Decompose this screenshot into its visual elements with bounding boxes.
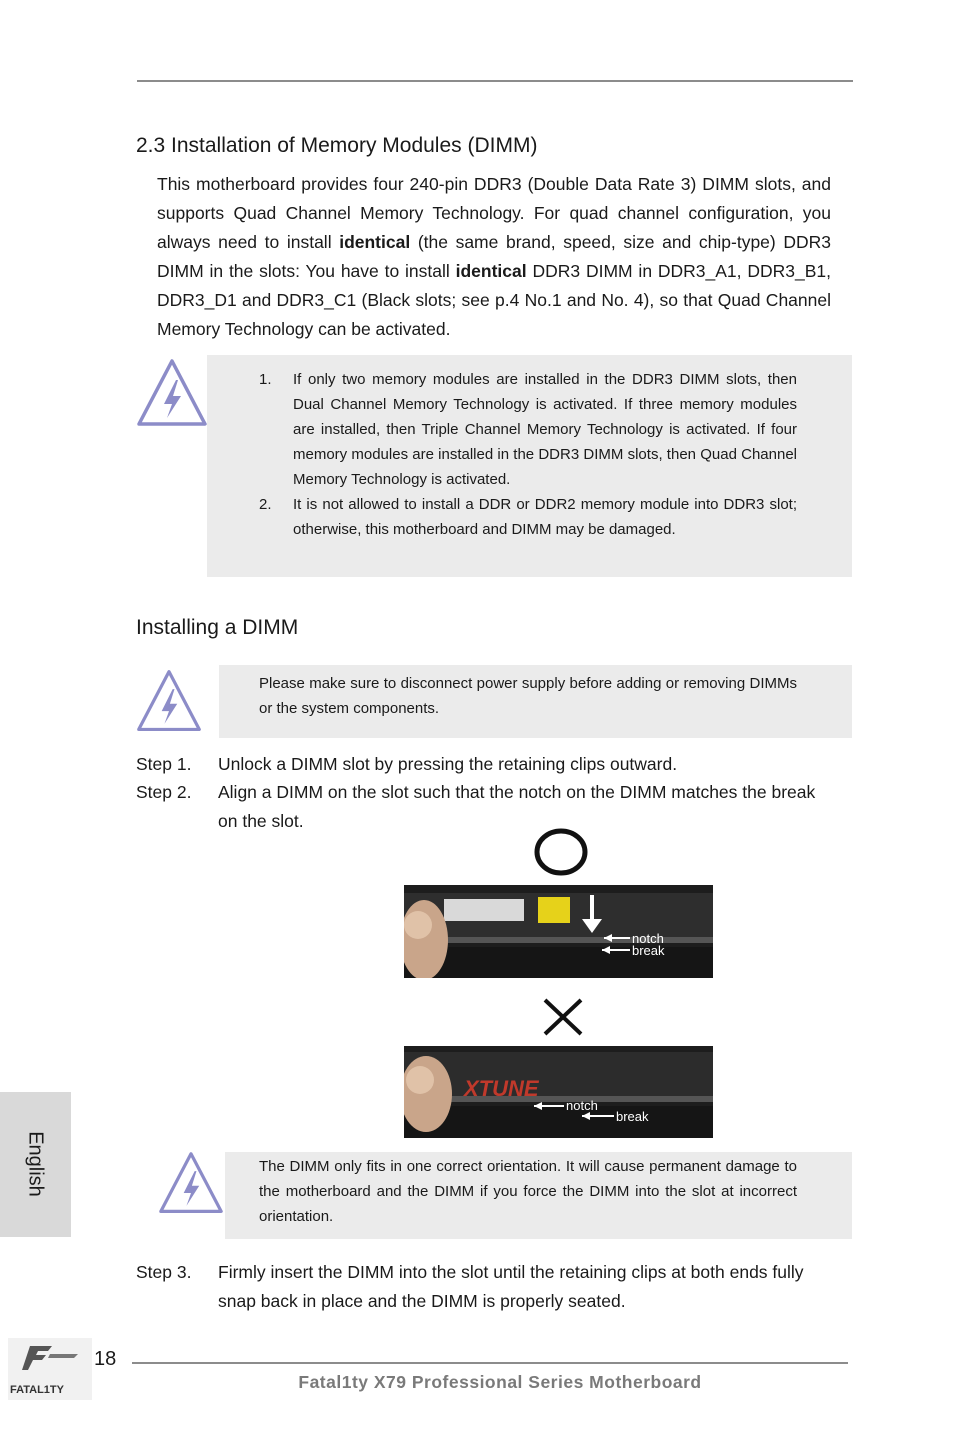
dimm-wrong-image	[404, 1046, 713, 1138]
step-label: Step 2.	[136, 782, 192, 802]
list-item	[259, 492, 797, 542]
note-list	[259, 367, 797, 542]
step-text: Firmly insert the DIMM into the slot until the retaining clips at both ends fully snap back in place and the DIMM is properly seated.	[218, 1262, 804, 1311]
logo-wordmark: FATAL1TY	[10, 1384, 64, 1396]
dimm-correct-image	[404, 885, 713, 978]
note-box-orientation	[225, 1152, 852, 1239]
list-number: 1.	[259, 371, 272, 388]
break-label: break	[632, 943, 665, 958]
note-orientation-text: The DIMM only fits in one correct orientation. It will cause permanent damage to the motherboard and the DIMM if you force the DIMM into the slot at incorrect orientation.	[259, 1158, 797, 1225]
intro-text-1: This motherboard provides four 240-pin DDR3 (Double Data Rate 3) DIMM slots, and supports Quad Channel Memory Technology. For quad channel configuration, you always need to install	[157, 174, 831, 252]
page-number: 18	[94, 1348, 117, 1370]
notch-label: notch	[632, 931, 664, 946]
list-item	[259, 367, 797, 492]
warning-icon	[136, 358, 208, 428]
notch-label: notch	[566, 1098, 598, 1113]
note-box-power	[219, 665, 852, 738]
step-2	[136, 778, 836, 836]
note-box-memory-channels	[207, 355, 852, 577]
warning-icon	[158, 1151, 224, 1215]
footer-rule	[132, 1362, 848, 1364]
section-title: 2.3 Installation of Memory Modules (DIMM)	[136, 134, 538, 157]
list-text: It is not allowed to install a DDR or DDR2 memory module into DDR3 slot; otherwise, this motherboard and DIMM may be damaged.	[293, 496, 797, 538]
dimm-photo-correct	[404, 885, 713, 978]
intro-bold-2: identical	[455, 261, 527, 281]
wrong-x-icon	[541, 996, 585, 1038]
step-1	[136, 750, 836, 779]
break-label: break	[616, 1109, 649, 1124]
fatal1ty-logo-icon	[8, 1338, 92, 1400]
step-text: Align a DIMM on the slot such that the notch on the DIMM matches the break on the slot.	[218, 782, 816, 831]
intro-bold-1: identical	[339, 232, 411, 252]
step-label: Step 1.	[136, 754, 192, 774]
intro-paragraph	[157, 170, 831, 344]
list-text: If only two memory modules are installed in the DDR3 DIMM slots, then Dual Channel Memory Technology is activated. If three memory modules are installed, then Triple Channel Memory Technology is activated. If four memory modules are installed in the DDR3 DIMM slots, then Quad Channel Memory Technology is activated.	[293, 371, 797, 488]
warning-icon	[136, 668, 202, 734]
footer-title: Fatal1ty X79 Professional Series Motherboard	[298, 1372, 702, 1392]
brand-label: XTUNE	[464, 1076, 539, 1101]
step-3	[136, 1258, 836, 1316]
correct-circle-icon	[533, 826, 589, 878]
step-text: Unlock a DIMM slot by pressing the retaining clips outward.	[218, 754, 678, 774]
header-rule	[137, 80, 853, 82]
step-label: Step 3.	[136, 1262, 192, 1282]
note-power-text: Please make sure to disconnect power supply before adding or removing DIMMs or the system components.	[259, 675, 797, 717]
dimm-photo-wrong	[404, 1046, 713, 1138]
subsection-title: Installing a DIMM	[136, 616, 299, 639]
intro-text-2: (the same brand, speed, size and chip-type) DDR3 DIMM in the slots: You have to install	[157, 232, 831, 281]
language-side-tab	[0, 1092, 71, 1237]
side-tab-label: English	[24, 1131, 47, 1197]
list-number: 2.	[259, 496, 272, 513]
intro-text-3: DDR3 DIMM in DDR3_A1, DDR3_B1, DDR3_D1 and DDR3_C1 (Black slots; see p.4 No.1 and No. 4), so that Quad Channel Memory Technology can be activated.	[157, 261, 832, 339]
